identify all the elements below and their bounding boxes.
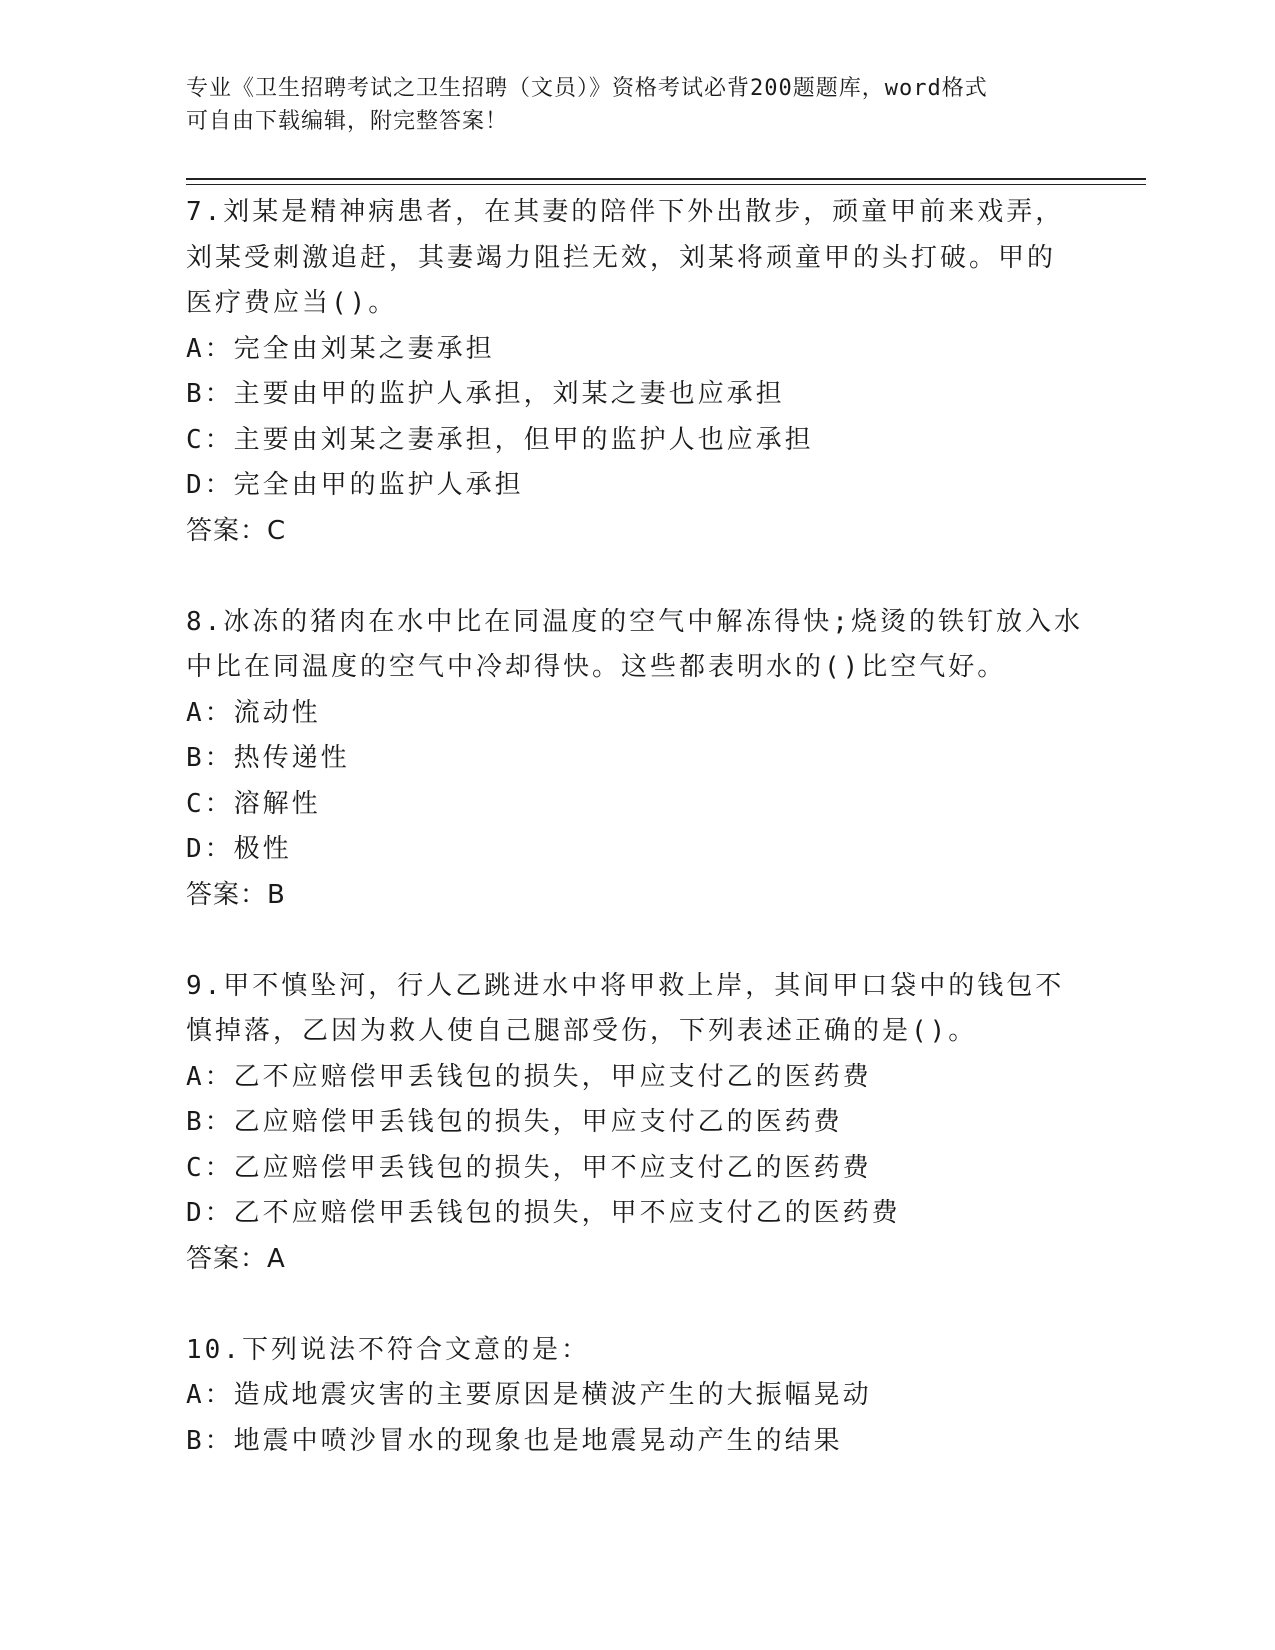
header-line-1: 专业《卫生招聘考试之卫生招聘（文员）》资格考试必背200题题库，word格式 (186, 76, 988, 101)
option-d: D：乙不应赔偿甲丢钱包的损失，甲不应支付乙的医药费 (186, 1198, 901, 1228)
question-9 (186, 964, 1086, 1283)
option-a: A：完全由刘某之妻承担 (186, 333, 495, 364)
answer: 答案：A (186, 1243, 286, 1274)
option-a: A：流动性 (186, 697, 321, 728)
option-c: C：主要由刘某之妻承担，但甲的监护人也应承担 (186, 424, 814, 455)
option-b: B：乙应赔偿甲丢钱包的损失，甲应支付乙的医药费 (186, 1107, 843, 1137)
question-stem-line: 10.下列说法不符合文意的是： (186, 1334, 590, 1365)
question-stem-line: 中比在同温度的空气中冷却得快。这些都表明水的()比空气好。 (186, 652, 1007, 682)
document-header (186, 72, 1086, 138)
question-10 (186, 1328, 1086, 1465)
option-b: B：主要由甲的监护人承担，刘某之妻也应承担 (186, 379, 785, 409)
question-stem-line: 8.冰冻的猪肉在水中比在同温度的空气中解冻得快;烧烫的铁钉放入水 (186, 606, 1083, 637)
header-line-2: 可自由下载编辑，附完整答案！ (186, 109, 509, 134)
answer: 答案：C (186, 515, 287, 546)
question-stem-line: 9.甲不慎坠河，行人乙跳进水中将甲救上岸，其间甲口袋中的钱包不 (186, 970, 1065, 1001)
option-b: B：热传递性 (186, 743, 350, 773)
header-divider-thin (186, 184, 1146, 185)
header-divider-thick (186, 178, 1146, 180)
answer: 答案：B (186, 879, 286, 910)
option-c: C：乙应赔偿甲丢钱包的损失，甲不应支付乙的医药费 (186, 1152, 872, 1183)
question-8 (186, 600, 1086, 919)
option-b: B：地震中喷沙冒水的现象也是地震晃动产生的结果 (186, 1425, 843, 1456)
question-7 (186, 190, 1086, 554)
option-d: D：完全由甲的监护人承担 (186, 470, 524, 500)
question-stem-line: 7.刘某是精神病患者，在其妻的陪伴下外出散步，顽童甲前来戏弄， (186, 197, 1065, 227)
option-c: C：溶解性 (186, 788, 321, 819)
option-a: A：造成地震灾害的主要原因是横波产生的大振幅晃动 (186, 1380, 872, 1410)
option-d: D：极性 (186, 834, 292, 864)
question-stem-line: 医疗费应当()。 (186, 288, 398, 318)
question-stem-line: 刘某受刺激追赶，其妻竭力阻拦无效，刘某将顽童甲的头打破。甲的 (186, 242, 1057, 273)
question-stem-line: 慎掉落，乙因为救人使自己腿部受伤，下列表述正确的是()。 (186, 1016, 978, 1046)
question-list (186, 190, 1086, 1510)
option-a: A：乙不应赔偿甲丢钱包的损失，甲应支付乙的医药费 (186, 1061, 872, 1092)
